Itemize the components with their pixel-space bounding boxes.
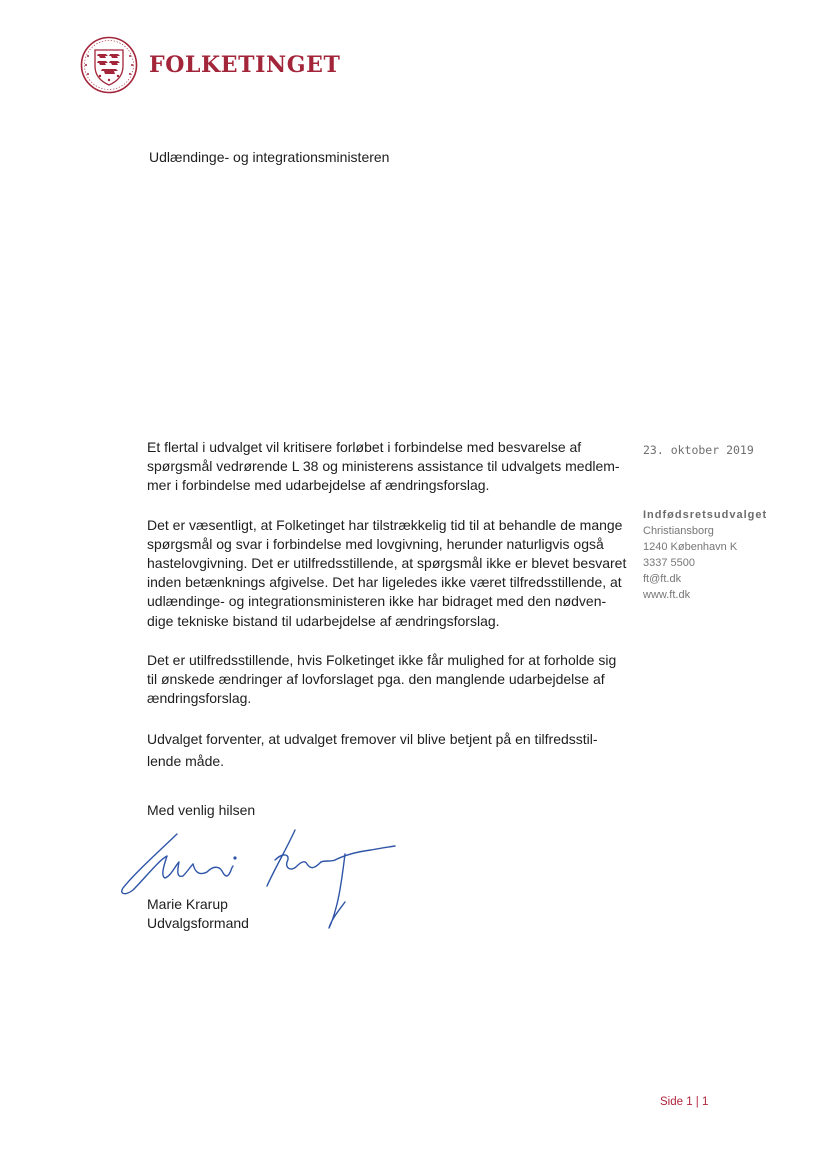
body-line: spørgsmål vedrørende L 38 og ministerens assistance til udvalgets medlem-: [147, 458, 620, 475]
sender-email: ft@ft.dk: [643, 573, 682, 585]
sender-website: www.ft.dk: [643, 589, 691, 601]
body-line: Det er utilfredsstillende, hvis Folketinget ikke får mulighed for at forholde sig: [147, 651, 617, 668]
folketinget-wordmark: FOLKETINGET: [149, 52, 341, 78]
body-line: hastelovgivning. Det er utilfredsstillende, at spørgsmål ikke er blevet besvaret: [147, 555, 627, 572]
body-line: Det er væsentligt, at Folketinget har tilstrækkelig tid til at behandle de mange: [147, 516, 623, 533]
sender-committee-name: Indfødsretsudvalget: [643, 509, 768, 521]
signer-title: Udvalgsformand: [147, 915, 249, 931]
page-number: Side 1 | 1: [660, 1096, 709, 1108]
body-line: til ønskede ændringer af lovforslaget pga. den manglende udarbejdelse af: [147, 671, 605, 688]
body-paragraph-2: [147, 516, 627, 631]
body-line: Udvalget forventer, at udvalget fremover vil blive betjent på en tilfredsstil-: [147, 731, 598, 748]
closing-line: Med venlig hilsen: [147, 802, 256, 818]
body-line: inden betænknings afgivelse. Det har ligeledes ikke været tilfredsstillende, at: [147, 574, 622, 591]
body-paragraph-1: [147, 438, 627, 496]
letter-body: [147, 438, 627, 792]
body-line: dige tekniske bistand til udarbejdelse af ændringsforslag.: [147, 612, 500, 629]
body-line: mer i forbindelse med udarbejdelse af ændringsforslag.: [147, 477, 490, 494]
body-line: Et flertal i udvalget vil kritisere forløbet i forbindelse med besvarelse af: [147, 439, 582, 455]
body-line: spørgsmål og svar i forbindelse med lovgivning, herunder naturligvis også: [147, 535, 604, 552]
sender-phone: 3337 5500: [643, 557, 695, 569]
body-line: ændringsforslag.: [147, 690, 252, 707]
body-paragraph-3: [147, 651, 627, 709]
body-line: udlændinge- og integrationsministeren ikke har bidraget med den nødven-: [147, 593, 607, 610]
body-paragraph-4: [147, 728, 627, 772]
body-line: lende måde.: [147, 753, 225, 770]
recipient-line: Udlændinge- og integrationsministeren: [149, 149, 390, 165]
sender-block: [643, 507, 767, 603]
letter-date: 23. oktober 2019: [643, 443, 754, 457]
signer-block: [147, 895, 249, 933]
signer-name: Marie Krarup: [147, 896, 228, 912]
sender-address-line: Christiansborg: [643, 525, 714, 537]
sender-address-line: 1240 København K: [643, 541, 738, 553]
coat-of-arms-icon: [80, 36, 138, 94]
